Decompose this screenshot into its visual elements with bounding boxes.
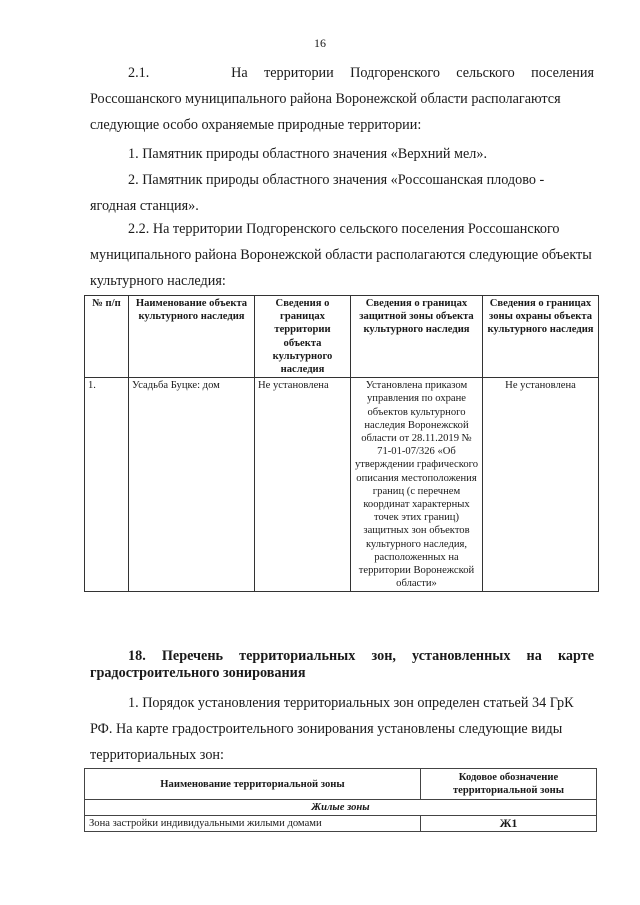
column-header-security-zone: Сведения о границах зоны охраны объекта культурного наследия: [483, 296, 599, 378]
section-18-title: 18. Перечень территориальных зон, установленных на карте градостроительного зонирования: [90, 648, 594, 681]
table-group-row: [85, 800, 597, 816]
cell-zone-name: Зона застройки индивидуальными жилыми домами: [85, 816, 421, 832]
group-residential-zones: Жилые зоны: [85, 800, 597, 816]
table-row: [85, 816, 597, 832]
territorial-zones-table: [84, 768, 597, 832]
cell-zone-code: Ж1: [421, 816, 597, 832]
cell-object-name: Усадьба Буцке: дом: [129, 378, 255, 592]
column-header-territory: Сведения о границах территории объекта культурного наследия: [255, 296, 351, 378]
table-row: [85, 378, 599, 592]
table-header-row: [85, 769, 597, 800]
column-header-name: Наименование объекта культурного наследия: [129, 296, 255, 378]
column-header-zone-code: Кодовое обозначение территориальной зоны: [421, 769, 597, 800]
page-number: 16: [314, 36, 326, 50]
paragraph-2-1-first-line: 2.1. На территории Подгоренского сельского поселения: [128, 65, 594, 81]
section-18-paragraph-1: 1. Порядок установления территориальных зон определен статьей 34 ГрК РФ. На карте градостроительного зонирования установлены следующие виды территориальных зон:: [90, 695, 574, 763]
list-item-1: 1. Памятник природы областного значения «Верхний мел».: [128, 146, 488, 162]
cell-territory: Не установлена: [255, 378, 351, 592]
heritage-objects-table: [84, 295, 599, 592]
list-item-2: 2. Памятник природы областного значения «Россошанская плодово - ягодная станция».: [90, 172, 545, 214]
column-header-zone-name: Наименование территориальной зоны: [85, 769, 421, 800]
paragraph-2-2: 2.2. На территории Подгоренского сельского поселения Россошанского муниципального района Воронежской области располагаются следующие объекты культурного наследия:: [90, 221, 592, 289]
cell-protective-zone: Установлена приказом управления по охране объектов культурного наследия Воронежской области от 28.11.2019 № 71-01-07/326 «Об утверждении графического описания местоположения границ (с перечнем координат характерных точек этих границ) защитных зон объектов культурного наследия, расположенных на территории Воронежской области»: [351, 378, 483, 592]
column-header-number: № п/п: [85, 296, 129, 378]
table-header-row: [85, 296, 599, 378]
column-header-protective-zone: Сведения о границах защитной зоны объекта культурного наследия: [351, 296, 483, 378]
cell-security-zone: Не установлена: [483, 378, 599, 592]
cell-number: 1.: [85, 378, 129, 592]
paragraph-2-1-body: Россошанского муниципального района Воронежской области располагаются следующие особо охраняемые природные территории:: [90, 91, 561, 133]
